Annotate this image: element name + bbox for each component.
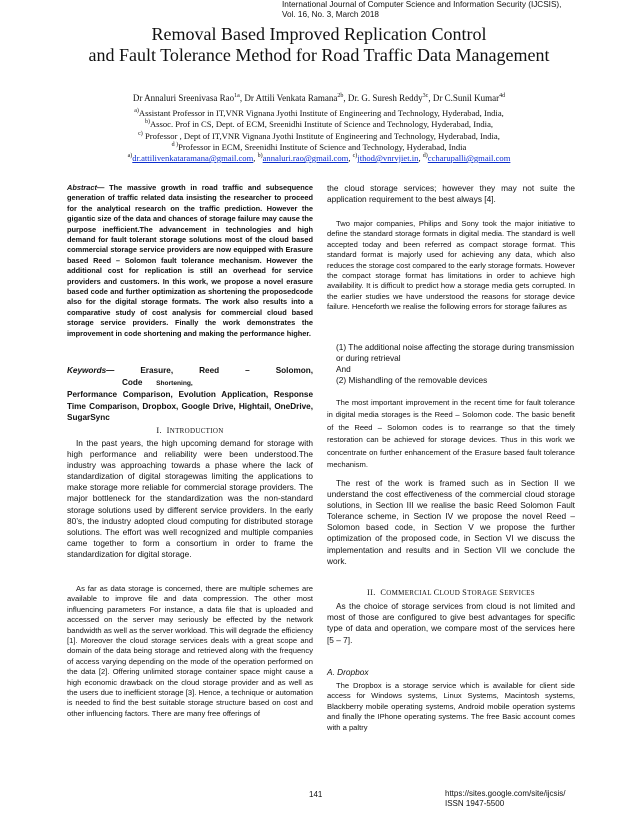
right-paragraph-1: the cloud storage services; however they may not suite the application requirement to the best always [4]. [327,183,575,205]
intro-paragraph-2: As far as data storage is concerned, there are multiple schemes are available to improve file and data compression. The other most influencing parameters For instance, a data file that is uploaded and accessed on the server may seriously be effected by the network bandwidth as well as the server workload. This will degrade the efficiency [1]. Moreover the cloud storage services deals with a great scope and domain of the data being storage and retrieved along with the frequency of access varying depending on the mode of the operation performed on the data [2]. Offering unlimited storage container space might cause a high economic drawback on the cloud storage provider and as well as the users due to inefficient storage [3]. Hence, a technique or automation is needed to find the best suitable storage structure based on cost and other influencing factors. There are many free offerings of [67,584,313,718]
affiliation-a: $^{a)}$Assistant Professor in IT,VNR Vignana Jyothi Institute of Engineering and Technology, Hyderabad, India, [134,108,504,119]
footer-issn: ISSN 1947-5500 [445,799,505,808]
author-2-sup: 2b [337,93,344,99]
keywords-rest: Performance Comparison, Evolution Application, Response Time Comparison, Dropbox, Google Drive, Hightail, OneDrive, SugarSync [67,390,313,423]
right-paragraph-2: Two major companies, Philips and Sony took the major initiative to define the standard storage formats in digital media. The standard is well accepted today and been referred as compact storage format. This standard format is majorly used for achieving any data, which also reduces the storage cost compared to the early storage formats. However the compact storage format has limitations in order to achieve high availability. It is difficult to predict how a storage media gets corrupted. In the earlier studies we have understood the reasons for storage device failure. Henceforth we realise the following errors for storage failures as [327,219,575,312]
author-block [20,93,618,164]
keywords [67,365,313,424]
email-link-a[interactable]: dr.attilivenkataramana@gmail.com [132,153,254,164]
paper-title [0,24,638,66]
affiliation-b: $^{b)}$Assoc. Prof in CS, Dept. of ECM, Sreenidhi Institute of Science and Technology, Hyderabad, India, [144,119,494,130]
dropbox-paragraph: The Dropbox is a storage service which is available for client side access for Windows systems, Linux Systems, Macintosh systems, Blackberry mobile operating systems, Android mobile operation systems and finally the IPhone operating systems. The free Basic account comes with a paltry [327,681,575,732]
abstract [67,183,313,339]
section-heading-commercial-cloud: II. COMMERCIAL CLOUD STORAGE SERVICES [367,588,535,597]
author-emails: $^{a)}$dr.attilivenkataramana@gmail.com, $^{b)}$annaluri.rao@gmail.com, $^{c)}$jthod@vnrvjiet.in, $^{d)}$ccharupalli@gmail.com [127,153,511,164]
title-line-2: and Fault Tolerance Method for Road Traffic Data Management [88,45,550,65]
journal-name: International Journal of Computer Science and Information Security (IJCSIS), [282,0,562,9]
author-names [20,93,618,104]
error-and: And [336,364,351,375]
journal-header [282,0,582,20]
abstract-label: Abstract— [67,183,105,192]
abstract-text: The massive growth in road traffic and subsequence generation of traffic related data insisting the researcher to proceed for the analytical research on the traffic prediction. However the gigantic size of the data and chances of storage failure may cause the purpose inefficient.The advancement in technologies and high demand for fault tolerant storage solutions most of the cloud based commercial storage service providers are now equipped with Erasure based Reed – Solomon fault tolerance mechanism. However the additional cost for replication is still an overhead for service providers and customers. In this work, we propose a novel erasure based code and further optimization as shortening the proposedcode also for the digital storage formats. The work also results into a comparative study of cost analysis for commercial cloud based storage service providers. Finally the work demonstrates the improvement in code shortening and making the performance higher. [67,183,313,338]
keywords-line-2: Code Shortening, [122,377,193,387]
right-paragraph-3: The most important improvement in the recent time for fault tolerance in digital media storages is the Reed – Solomon code. The basic benefit of the Reed – Solomon codes is to rearrange so that the timely restoration can be achieved for storage devices. Thus in this work we concentrate on further enhancement of the Erasure based fault tolerance mechanism. [327,398,575,470]
email-link-d[interactable]: ccharupalli@gmail.com [427,153,511,164]
error-item-1: (1) The additional noise affecting the storage during transmission or during retrieval [336,342,575,364]
author-1: Dr Annaluri Sreenivasa Rao [132,93,235,103]
error-item-2: (2) Mishandling of the removable devices [336,375,488,386]
commercial-cloud-paragraph: As the choice of storage services from cloud is not limited and most of those are configured to give best advantages for specific type of data and operation, we compare most of the services here [5 – 7]. [327,601,575,645]
intro-paragraph-1: In the past years, the high upcoming demand for storage with high performance and reliability were been understood.The industry was approaching towards a phase where the lack of standardization of digital storagewas limiting the applications to make storage more reliable for commercial storage providers. The major bottleneck for the standardization was the non-standard storage solutions used by different service providers. In the early 80’s, the industry adopted cloud computing for distributed storage solutions. The effort was well recognized and multiple companies came together to form a consortium in order to frame the standardization for digital storage. [67,438,313,559]
email-link-b[interactable]: annaluri.rao@gmail.com [262,153,349,164]
journal-volume: Vol. 16, No. 3, March 2018 [282,10,379,19]
affiliation-d: $^{d )}$Professor in ECM, Sreenidhi Institute of Science and Technology, Hyderabad, India [171,141,467,152]
footer-url[interactable]: https://sites.google.com/site/ijcsis/ [445,789,566,798]
section-heading-introduction: I. INTRODUCTION [156,426,224,435]
author-3-sup: 3c [422,93,429,99]
title-line-1: Removal Based Improved Replication Control [151,24,487,44]
keywords-label: Keywords— [67,366,115,375]
subsection-heading-dropbox: A. Dropbox [327,667,369,677]
error-list [327,342,575,386]
author-3: , Dr. G. Suresh Reddy [343,93,423,103]
keywords-line-1: Keywords— Erasure, Reed – Solomon, [67,366,313,375]
author-4: , Dr C.Sunil Kumar [428,93,500,103]
email-link-c[interactable]: jthod@vnrvjiet.in [357,153,419,164]
right-paragraph-4: The rest of the work is framed such as in Section II we understand the cost effectiveness of the commercial cloud storage solutions, in Section III we realise the basic Reed Solomon Fault Tolerance scheme, in Section IV we propose the novel Reed – Solomon based code, in Section V we propose the further optimization of the proposed code, in Section VI we discuss the implementation and results and in Section VII we conclude the work. [327,478,575,566]
affiliation-c: $^{c)}$ Professor , Dept of IT,VNR Vignana Jyothi Institute of Engineering and Technology, Hyderabad, India, [138,130,500,141]
author-1-sup: 1a [234,93,240,99]
author-2: , Dr Attili Venkata Ramana [239,93,338,103]
author-4-sup: 4d [499,93,506,99]
footer-info [445,789,615,809]
page-number: 141 [309,790,323,799]
